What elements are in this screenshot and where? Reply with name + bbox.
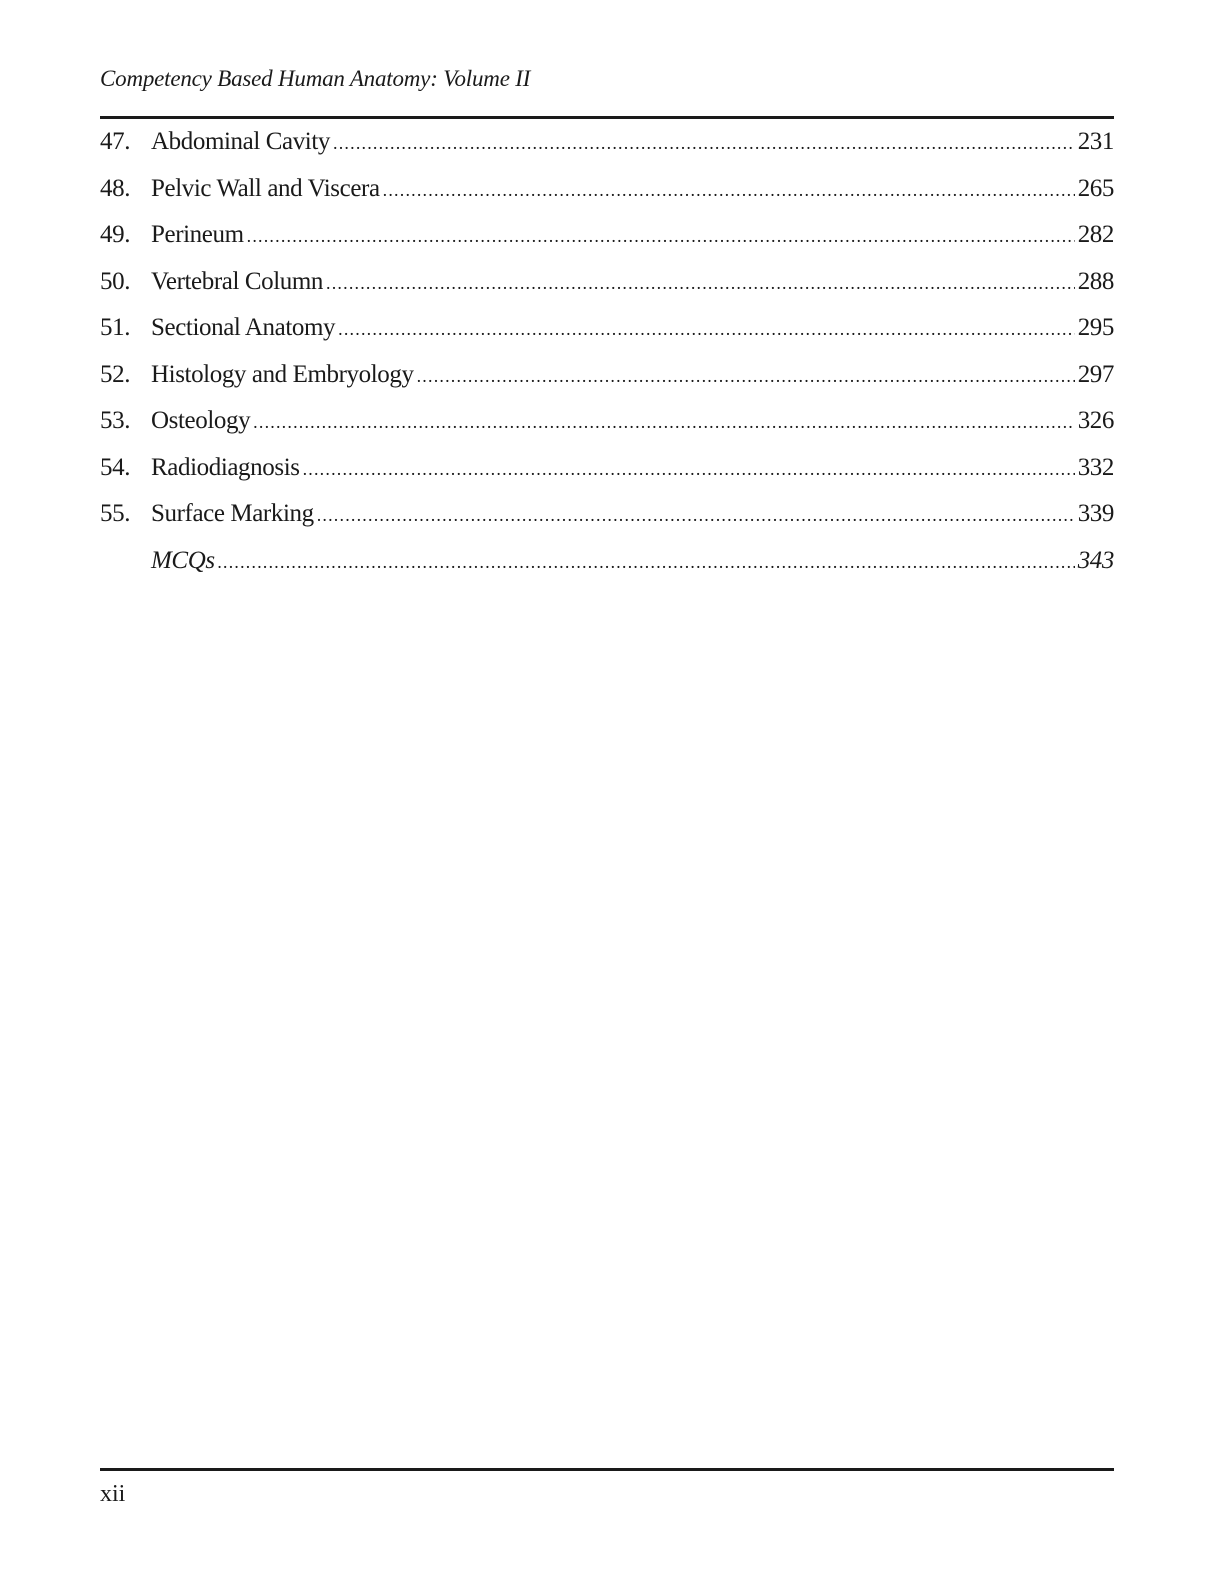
toc-entry-title: Sectional Anatomy	[151, 314, 336, 341]
toc-entry-number: 49.	[100, 221, 131, 248]
dot-leader	[333, 133, 1075, 154]
toc-entry[interactable]	[100, 260, 1114, 307]
dot-leader	[417, 366, 1075, 387]
header-rule	[100, 116, 1114, 119]
toc-entry[interactable]	[100, 399, 1114, 446]
toc-entry[interactable]	[100, 353, 1114, 400]
toc-entry[interactable]	[100, 446, 1114, 493]
toc-entry-number: 54.	[100, 453, 131, 481]
toc-entry-title: Osteology	[151, 407, 251, 434]
toc-entry-page: 231	[1077, 128, 1114, 155]
toc-entry-page: 265	[1077, 174, 1114, 202]
toc-entry-number: 48.	[100, 174, 131, 202]
toc-entry-page: 332	[1077, 453, 1114, 481]
dot-leader	[253, 412, 1075, 433]
dot-leader	[303, 459, 1075, 480]
toc-entry[interactable]	[100, 492, 1114, 539]
toc-entry[interactable]	[100, 213, 1114, 260]
toc-entry-number: 47.	[100, 128, 131, 155]
dot-leader	[338, 319, 1075, 340]
toc-entry-number: 53.	[100, 407, 131, 434]
toc-entry-title: Abdominal Cavity	[151, 128, 331, 155]
toc-entry-number: 51.	[100, 314, 131, 341]
toc-entry-title: Perineum	[151, 221, 244, 248]
toc-entry[interactable]	[100, 120, 1114, 167]
toc-entry-page: 282	[1077, 221, 1114, 248]
dot-leader	[317, 505, 1075, 526]
toc-entry-title: MCQs	[151, 546, 215, 574]
toc-entry-page: 326	[1077, 407, 1114, 434]
dot-leader	[383, 180, 1075, 201]
toc-entry-page: 297	[1077, 360, 1114, 388]
dot-leader	[218, 552, 1075, 573]
toc-entry-title: Radiodiagnosis	[151, 453, 300, 481]
toc-entry-mcqs[interactable]	[100, 539, 1114, 586]
dot-leader	[326, 273, 1075, 294]
running-header: Competency Based Human Anatomy: Volume II	[100, 66, 531, 91]
toc-entry[interactable]	[100, 306, 1114, 353]
toc-entry-number: 55.	[100, 500, 131, 527]
page-number: xii	[100, 1481, 126, 1507]
toc-entry-page: 295	[1077, 314, 1114, 341]
toc-entry-number: 50.	[100, 267, 131, 295]
toc-entry-title: Pelvic Wall and Viscera	[151, 174, 380, 202]
toc-entry-title: Surface Marking	[151, 500, 314, 527]
toc-entry-title: Vertebral Column	[151, 267, 324, 295]
dot-leader	[247, 226, 1075, 247]
toc-entry-title: Histology and Embryology	[151, 360, 414, 388]
toc-entry-page: 343	[1077, 546, 1114, 574]
table-of-contents	[100, 120, 1114, 585]
toc-entry-page: 288	[1077, 267, 1114, 295]
toc-entry[interactable]	[100, 167, 1114, 214]
toc-entry-number: 52.	[100, 360, 131, 388]
toc-entry-page: 339	[1077, 500, 1114, 527]
footer-rule	[100, 1468, 1114, 1471]
